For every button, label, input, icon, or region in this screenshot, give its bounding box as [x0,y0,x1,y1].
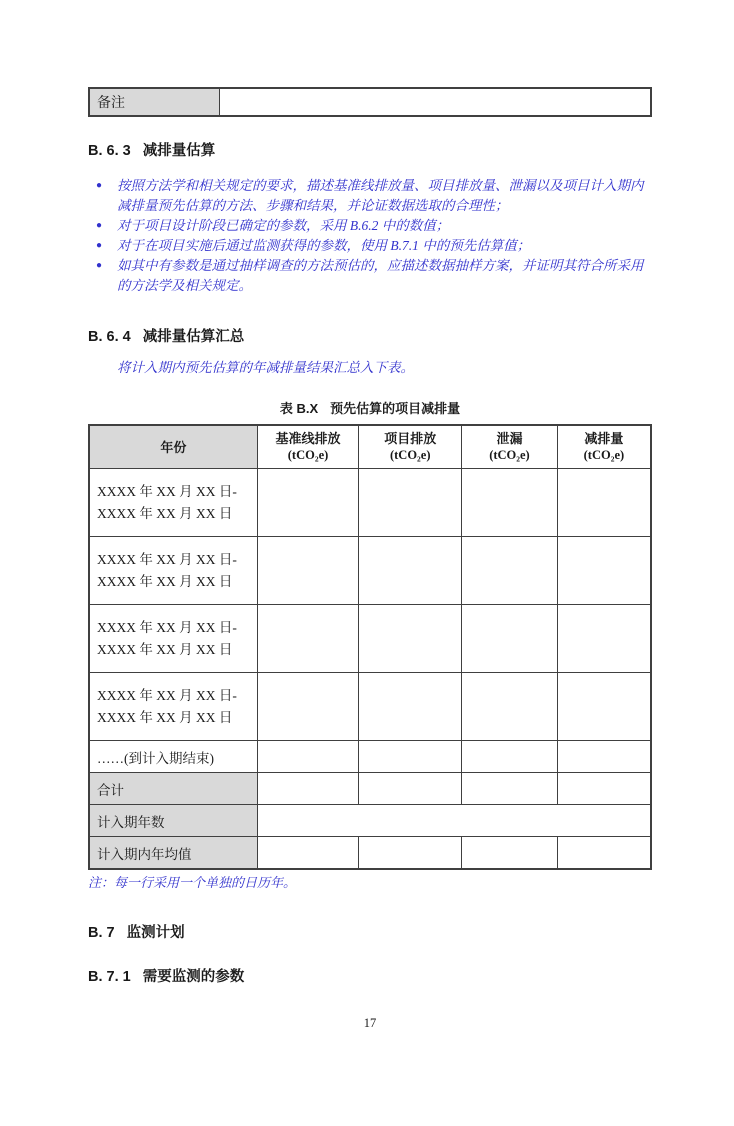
heading-b63 [88,141,652,161]
empty-cell [557,773,651,805]
empty-cell [359,537,462,605]
header-leakage-unit: (tCO₂e) [489,448,530,462]
empty-cell [557,469,651,537]
remarks-value-cell [220,88,652,116]
header-baseline-emissions: 基准线排放 (tCO₂e) [257,425,359,469]
empty-cell [462,773,558,805]
empty-cell [257,741,359,773]
empty-cell [462,837,558,870]
header-project-unit: (tCO₂e) [389,448,431,462]
bullet-icon: ● [96,180,103,191]
bullet-item [88,216,652,236]
empty-cell [462,673,558,741]
bullet-icon: ● [96,260,103,271]
emission-reduction-table [88,424,652,870]
bullet-item [88,256,652,296]
empty-cell [462,741,558,773]
empty-cell [359,741,462,773]
table-caption-title: 预先估算的项目减排量 [330,401,461,416]
period-cell: XXXX 年 XX 月 XX 日- XXXX 年 XX 月 XX 日 [89,673,257,741]
table-row [89,605,651,673]
empty-cell [462,605,558,673]
header-leakage: 泄漏 (tCO₂e) [462,425,558,469]
summary-intro: 将计入期内预先估算的年减排量结果汇总入下表。 [117,360,414,375]
heading-b63-title: 减排量估算 [142,143,216,159]
period-cell: XXXX 年 XX 月 XX 日- XXXX 年 XX 月 XX 日 [89,537,257,605]
document-page [88,87,652,1031]
header-project-emissions: 项目排放 (tCO₂e) [359,425,462,469]
header-baseline-unit: (tCO₂e) [287,448,329,462]
table-row [89,469,651,537]
table-caption [88,400,652,418]
note-prefix: 注： [88,875,115,890]
heading-b64 [88,327,652,347]
empty-cell [257,605,359,673]
empty-cell [462,537,558,605]
empty-cell [359,773,462,805]
bullet-text: 对于项目设计阶段已确定的参数，采用 B.6.2 中的数值； [117,218,450,233]
heading-b71 [88,967,652,987]
heading-b7-title: 监测计划 [126,925,185,941]
period-cell: XXXX 年 XX 月 XX 日- XXXX 年 XX 月 XX 日 [89,469,257,537]
table-row-annual-average [89,837,651,870]
total-label: 合计 [89,773,257,805]
bullet-item [88,176,652,216]
heading-b64-title: 减排量估算汇总 [142,329,245,345]
table-header-row [89,425,651,469]
empty-cell [257,837,359,870]
empty-cell [359,837,462,870]
header-year: 年份 [89,425,257,469]
heading-b7-number: B. 7 [88,925,115,941]
table-row-total [89,773,651,805]
crediting-years-value-cell [257,805,651,837]
empty-cell [359,469,462,537]
heading-b71-title: 需要监测的参数 [142,969,245,985]
period-cell: XXXX 年 XX 月 XX 日- XXXX 年 XX 月 XX 日 [89,605,257,673]
table-row-crediting-years [89,805,651,837]
table-row [89,537,651,605]
empty-cell [359,673,462,741]
annual-average-label: 计入期内年均值 [89,837,257,870]
remarks-label: 备注 [89,88,220,116]
empty-cell [359,605,462,673]
crediting-years-label: 计入期年数 [89,805,257,837]
empty-cell [257,673,359,741]
empty-cell [257,469,359,537]
heading-b7 [88,923,652,943]
table-row-until-end [89,741,651,773]
empty-cell [462,469,558,537]
header-emission-reductions: 减排量 (tCO₂e) [557,425,651,469]
empty-cell [557,741,651,773]
table-row [89,673,651,741]
header-reductions-unit: (tCO₂e) [583,448,625,462]
bullet-icon: ● [96,220,103,231]
bullet-text: 按照方法学和相关规定的要求，描述基准线排放量、项目排放量、泄漏以及项目计入期内减排量预先估算的方法、步骤和结果，并论证数据选取的合理性； [117,178,644,213]
heading-b63-number: B. 6. 3 [88,143,131,159]
empty-cell [557,837,651,870]
empty-cell [557,605,651,673]
heading-b64-number: B. 6. 4 [88,329,131,345]
heading-b71-number: B. 7. 1 [88,969,131,985]
bullet-icon: ● [96,240,103,251]
page-number: 17 [363,1016,377,1030]
bullet-text: 对于在项目实施后通过监测获得的参数，使用 B.7.1 中的预先估算值； [117,238,531,253]
table-caption-label: 表 B.X [279,401,319,416]
empty-cell [557,673,651,741]
table-note [88,874,652,892]
empty-cell [557,537,651,605]
bullet-item [88,236,652,256]
remarks-table [88,87,652,117]
remarks-row [89,88,651,116]
until-end-label: ……(到计入期结束) [89,741,257,773]
empty-cell [257,773,359,805]
guidance-bullet-list [88,176,652,296]
empty-cell [257,537,359,605]
bullet-text: 如其中有参数是通过抽样调查的方法预估的，应描述数据抽样方案，并证明其符合所采用的方法学及相关规定。 [117,258,644,293]
note-text: 每一行采用一个单独的日历年。 [114,875,297,890]
